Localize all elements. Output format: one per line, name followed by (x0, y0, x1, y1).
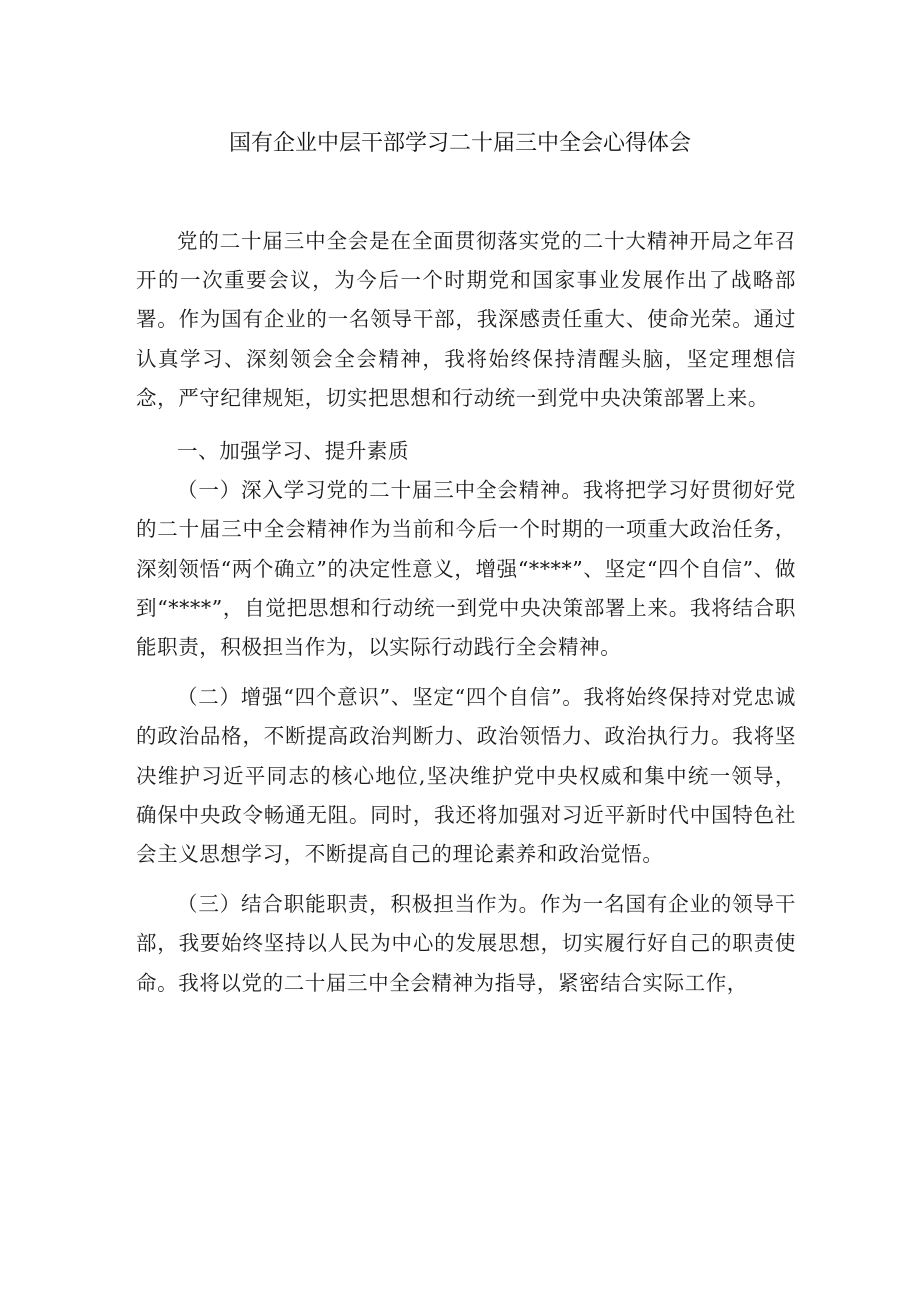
document-title: 国有企业中层干部学习二十届三中全会心得体会 (228, 131, 691, 156)
intro-paragraph: 党的二十届三中全会是在全面贯彻落实党的二十大精神开局之年召开的一次重要会议，为今后一个时期党和国家事业发展作出了战略部署。作为国有企业的一名领导干部，我深感责任重大、使命光荣。通过认真学习、深刻领会全会精神，我将始终保持清醒头脑，坚定理想信念，严守纪律规矩，切实把思想和行动统一到党中央决策部署上来。 (136, 229, 796, 410)
subsection-paragraph: （一）深入学习党的二十届三中全会精神。我将把学习好贯彻好党的二十届三中全会精神作为当前和今后一个时期的一项重大政治任务，深刻领悟“两个确立”的决定性意义，增强“****”、坚定“四个自信”、做到“****”，自觉把思想和行动统一到党中央决策部署上来。我将结合职能职责，积极担当作为，以实际行动践行全会精神。 (136, 478, 796, 660)
section-heading: 一、加强学习、提升素质 (177, 439, 410, 464)
subsection-paragraph: （三）结合职能职责，积极担当作为。作为一名国有企业的领导干部，我要始终坚持以人民为中心的发展思想，切实履行好自己的职责使命。我将以党的二十届三中全会精神为指导，紧密结合实际工作， (136, 892, 796, 995)
subsection-paragraph: （二）增强“四个意识”、坚定“四个自信”。我将始终保持对党忠诚的政治品格，不断提高政治判断力、政治领悟力、政治执行力。我将坚决维护习近平同志的核心地位,坚决维护党中央权威和集中统一领导，确保中央政令畅通无阻。同时，我还将加强对习近平新时代中国特色社会主义思想学习，不断提高自己的理论素养和政治觉悟。 (136, 685, 796, 867)
document-body (136, 222, 796, 1003)
